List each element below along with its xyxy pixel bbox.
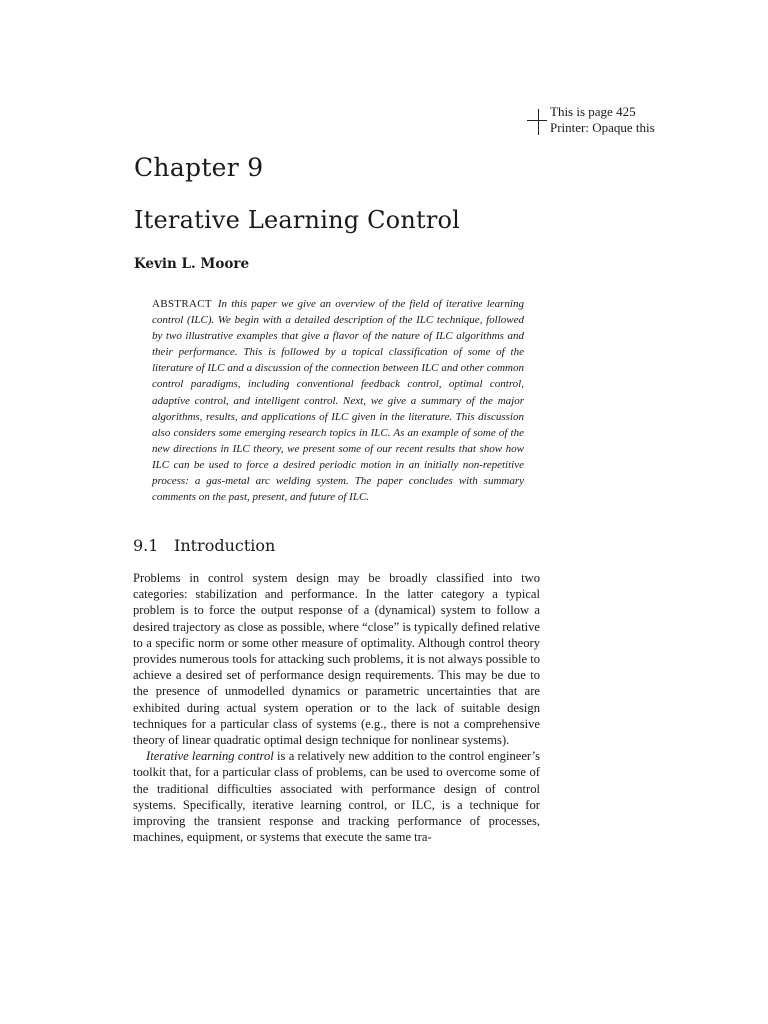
emphasized-term: Iterative learning control [146,749,274,764]
body-text [133,570,540,845]
crop-mark-vertical [538,109,539,135]
abstract-text: In this paper we give an overview of the field of iterative learning control (ILC). We begin with a detailed description of the ILC technique, followed by two illustrative examples that give a flavor of the nature of ILC algorithms and their performance. This is followed by a topical classification of some of the literature of ILC and a discussion of the connection between ILC and other common control paradigms, including conventional feedback control, optimal control, adaptive control, and intelligent control. Next, we give a summary of the major algorithms, results, and applications of ILC given in the literature. This discussion also considers some emerging research topics in ILC. As an example of some of the new directions in ILC theory, we present some of our recent results that show how ILC can be used to force a desired periodic motion in an initially non-repetitive process: a gas-metal arc welding system. The paper concludes with summary comments on the past, present, and future of ILC. [152,298,524,504]
page-number-line: This is page 425 [550,104,636,119]
page-header [550,104,655,136]
crop-mark-horizontal [527,120,547,121]
abstract-label: ABSTRACT [152,298,212,310]
author-name: Kevin L. Moore [134,256,250,272]
chapter-title: Iterative Learning Control [134,206,461,234]
abstract [152,296,524,505]
section-title: Introduction [174,536,276,555]
chapter-label: Chapter 9 [134,153,264,182]
paragraph-1: Problems in control system design may be broadly classified into two categories: stabilization and performance. In the latter category a typical problem is to force the output response of a (dynamical) system to follow a desired trajectory as close as possible, where “close” is typically defined relative to a specific norm or some other measure of optimality. Although control theory provides numerous tools for attacking such problems, it is not always possible to achieve a desired set of performance design requirements. This may be due to the presence of unmodelled dynamics or parametric uncertainties that are exhibited during actual system operation or to the lack of suitable design techniques for a particular class of systems (e.g., there is not a comprehensive theory of linear quadratic optimal design technique for nonlinear systems). [133,571,540,748]
printer-line: Printer: Opaque this [550,120,655,135]
paragraph-2 [133,748,540,845]
section-number: 9.1 [133,536,159,555]
section-heading [133,535,275,557]
paragraph-2-text: is a relatively new addition to the control engineer’s toolkit that, for a particular class of problems, can be used to overcome some of the traditional difficulties associated with performance design of control systems. Specifically, iterative learning control, or ILC, is a technique for improving the transient response and tracking performance of processes, machines, equipment, or systems that execute the same tra- [133,749,540,845]
